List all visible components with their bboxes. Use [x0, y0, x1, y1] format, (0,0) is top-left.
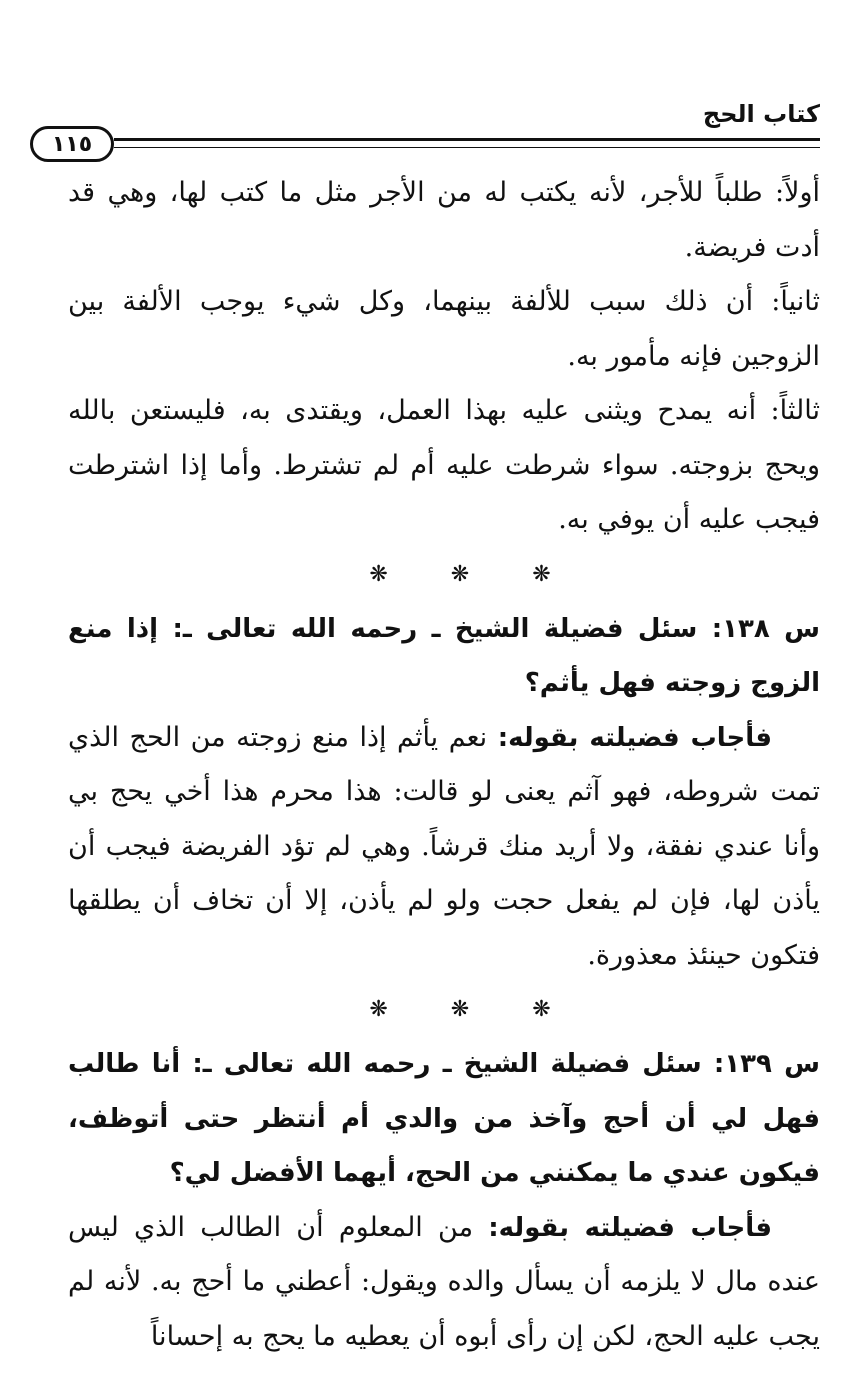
page-header [30, 100, 820, 160]
paragraph-third: ثالثاً: أنه يمدح ويثنى عليه بهذا العمل، ويقتدى به، فليستعن بالله ويحج بزوجته. سواء شرطت عليه أم لم تشترط. وأما إذا اشترطت فيجب عليه أن يوفي به. [68, 395, 820, 535]
paragraph-second: ثانياً: أن ذلك سبب للألفة بينهما، وكل شيء يوجب الألفة بين الزوجين فإنه مأمور به. [68, 286, 820, 372]
question-138: س ١٣٨: سئل فضيلة الشيخ ـ رحمه الله تعالى ـ: إذا منع الزوج زوجته فهل يأثم؟ [68, 613, 820, 698]
book-title: كتاب الحج [702, 100, 820, 128]
section-separator: ❋ ❋ ❋ [369, 997, 579, 1022]
page-number: ١١٥ [30, 126, 114, 162]
page-body [68, 166, 820, 1364]
answer-138 [68, 711, 820, 984]
answer-lead: فأجاب فضيلته بقوله: [497, 722, 772, 753]
question-139: س ١٣٩: سئل فضيلة الشيخ ـ رحمه الله تعالى ـ: أنا طالب فهل لي أن أحج وآخذ من والدي أم أنتظر حتى أتوظف، فيكون عندي ما يمكنني من الحج، أيهما الأفضل لي؟ [68, 1049, 820, 1188]
answer-139 [68, 1201, 820, 1365]
answer-text: نعم يأثم إذا منع زوجته من الحج الذي تمت شروطه، فهو آثم يعنى لو قالت: هذا محرم هذا أخي يحج بي وأنا عندي نفقة، ولا أريد منك قرشاً. وهي لم تؤد الفريضة فيجب أن يأذن لها، فإن لم يفعل حجت ولو لم يأذن، إلا أن تخاف أن يطلقها فتكون حينئذ معذورة. [68, 721, 820, 971]
header-rule [114, 138, 820, 148]
answer-text: من المعلوم أن الطالب الذي ليس عنده مال لا يلزمه أن يسأل والده ويقول: أعطني ما أحج به. لأنه لم يجب عليه الحج، لكن إن رأى أبوه أن يعطيه ما يحج به إحساناً [68, 1211, 820, 1352]
section-separator: ❋ ❋ ❋ [369, 561, 579, 587]
answer-lead: فأجاب فضيلته بقوله: [488, 1212, 772, 1243]
paragraph-first: أولاً: طلباً للأجر، لأنه يكتب له من الأجر مثل ما كتب لها، وهي قد أدت فريضة. [68, 177, 820, 263]
